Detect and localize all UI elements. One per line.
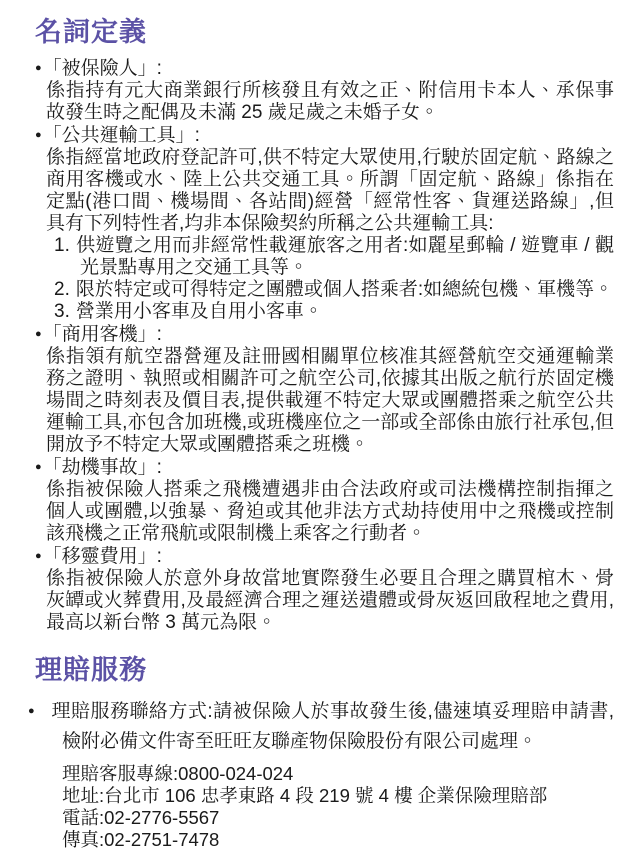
term-label: 「公共運輸工具」: (42, 125, 200, 147)
claims-hotline: 理賠客服專線:0800-024-024 (62, 762, 294, 784)
section-claims-service (28, 654, 614, 850)
item-number: 3. (54, 301, 70, 323)
claims-phone: 電話:02-2776-5567 (62, 806, 220, 828)
claims-section-title: 理賠服務 (35, 655, 147, 686)
bullet-icon: ● (35, 129, 42, 142)
item-number: 2. (54, 279, 70, 301)
bullet-icon: ● (35, 328, 42, 341)
claims-contact-method: ● 理賠服務聯絡方式:請被保險人於事故發生後,儘速填妥理賠申請書,檢附必備文件寄至旺旺友聯產物保險股份有限公司處理。 (28, 700, 614, 752)
item-text: 供遊覽之用而非經常性載運旅客之用者:如麗星郵輪 / 遊覽車 / 觀光景點專用之交通工具等。 (75, 235, 614, 279)
item-text: 限於特定或可得特定之團體或個人搭乘者:如總統包機、軍機等。 (75, 279, 614, 301)
item-number: 1. (54, 235, 70, 257)
term-heading (35, 323, 614, 346)
definitions-section-title: 名詞定義 (35, 17, 147, 47)
bullet-icon: ● (35, 550, 42, 563)
term-definition: 係指被保險人搭乘之飛機遭遇非由合法政府或司法機構控制指揮之個人或團體,以強暴、脅迫或其他非法方式劫持使用中之飛機或控制該飛機之正常飛航或限制機上乘客之行動者。 (46, 479, 614, 545)
bullet-icon: ● (35, 62, 42, 75)
term-hijacking-incident (35, 456, 614, 545)
exclusion-list (54, 235, 614, 323)
contact-info-block (62, 763, 614, 851)
term-label: 「移靈費用」: (42, 546, 162, 568)
terms-list (35, 57, 614, 634)
exclusion-item-3 (54, 301, 614, 323)
section-definitions (35, 16, 614, 634)
term-label: 「被保險人」: (42, 58, 162, 80)
term-commercial-aircraft (35, 323, 614, 456)
term-definition: 係指持有元大商業銀行所核發且有效之正、附信用卡本人、承保事故發生時之配偶及未滿 25 歲足歲之未婚子女。 (46, 80, 614, 124)
term-definition: 係指被保險人於意外身故當地實際發生必要且合理之購買棺木、骨灰罈或火葬費用,及最經濟合理之運送遺體或骨灰返回啟程地之費用,最高以新台幣 3 萬元為限。 (46, 568, 614, 634)
term-definition: 係指領有航空器營運及註冊國相關單位核准其經營航空交通運輸業務之證明、執照或相關許可之航空公司,依據其出版之航行於固定機場間之時刻表及價目表,提供載運不特定大眾或團體搭乘之航空公共運輸工具,亦包含加班機,或班機座位之一部或全部係由旅行社承包,但開放予不特定大眾或團體搭乘之班機。 (46, 346, 614, 456)
bullet-icon: ● (35, 461, 42, 474)
item-text: 營業用小客車及自用小客車。 (75, 301, 323, 323)
term-heading (35, 456, 614, 479)
term-heading (35, 545, 614, 568)
term-label: 「商用客機」: (42, 324, 162, 346)
exclusion-item-2 (54, 279, 614, 301)
exclusion-item-1 (54, 235, 614, 279)
claims-fax: 傳真:02-2751-7478 (62, 828, 220, 850)
term-repatriation-expenses (35, 545, 614, 634)
term-definition: 係指經當地政府登記許可,供不特定大眾使用,行駛於固定航、路線之商用客機或水、陸上公共交通工具。所謂「固定航、路線」係指在定點(港口間、機場間、各站間)經營「經常性客、貨運送路線」,但具有下列特性者,均非本保險契約所稱之公共運輸工具: (46, 147, 614, 235)
term-public-transport (35, 124, 614, 323)
term-heading (35, 57, 614, 80)
term-label: 「劫機事故」: (42, 457, 162, 479)
claims-contact-text: 理賠服務聯絡方式:請被保險人於事故發生後,儘速填妥理賠申請書,檢附必備文件寄至旺旺友聯產物保險股份有限公司處理。 (51, 700, 614, 752)
term-insured-person (35, 57, 614, 124)
term-heading (35, 124, 614, 147)
claims-address: 地址:台北市 106 忠孝東路 4 段 219 號 4 樓 企業保險理賠部 (62, 784, 548, 806)
